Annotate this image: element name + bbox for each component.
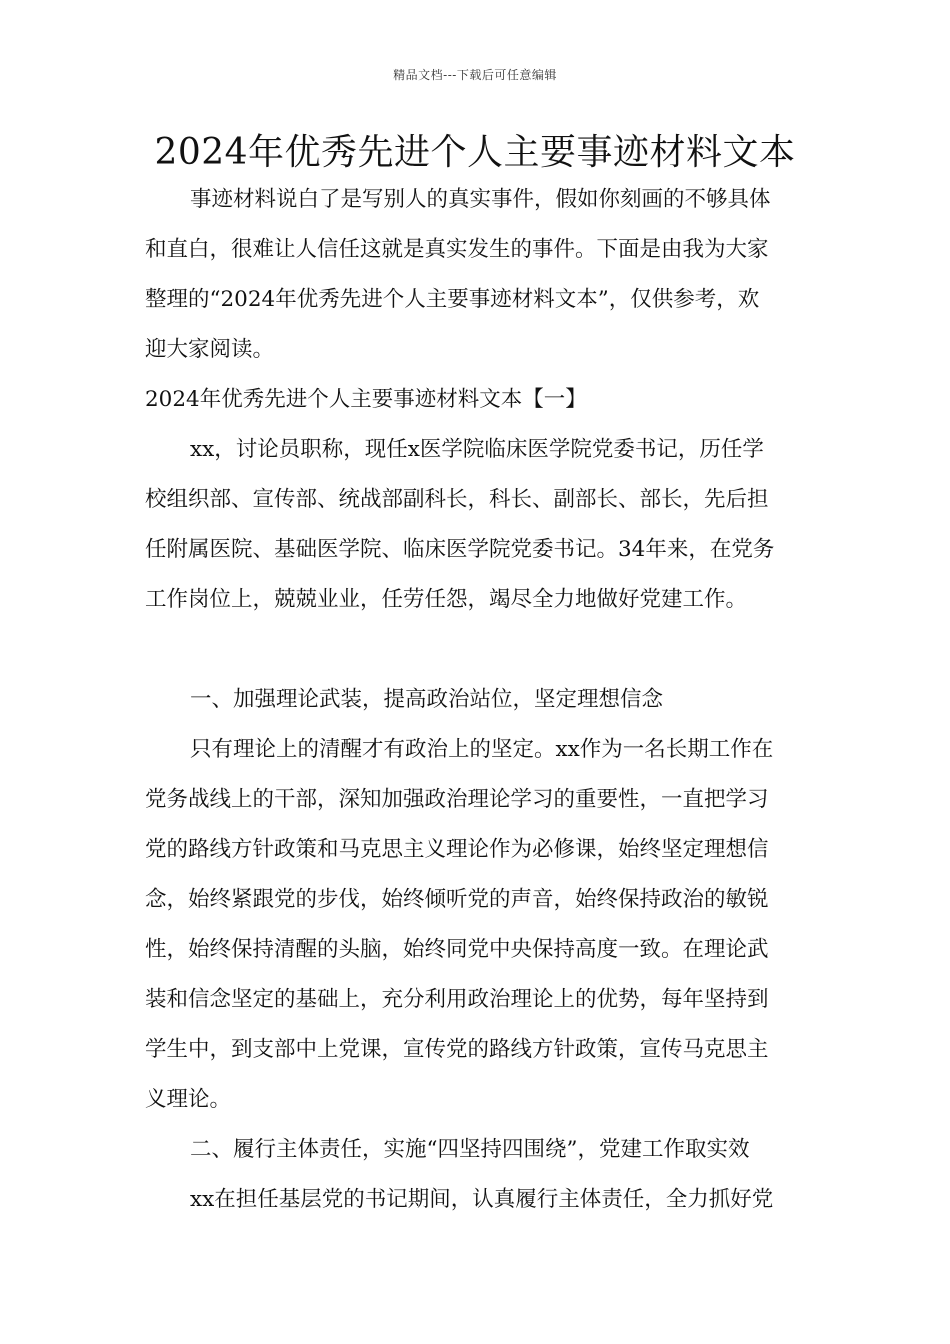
paragraph-line: 装和信念坚定的基础上，充分利用政治理论上的优势，每年坚持到 xyxy=(145,987,769,1012)
paragraph-line: xx，讨论员职称，现任x医学院临床医学院党委书记，历任学 xyxy=(190,437,764,462)
paragraph-line: 学生中，到支部中上党课，宣传党的路线方针政策，宣传马克思主 xyxy=(145,1037,769,1062)
paragraph-line: 任附属医院、基础医学院、临床医学院党委书记。34年来，在党务 xyxy=(145,537,775,562)
paragraph-line: 党务战线上的干部，深知加强政治理论学习的重要性，一直把学习 xyxy=(145,787,769,812)
document-title: 2024年优秀先进个人主要事迹材料文本 xyxy=(154,132,796,173)
intro-line: 事迹材料说白了是写别人的真实事件，假如你刻画的不够具体 xyxy=(190,187,771,212)
subheading: 二、履行主体责任，实施“四坚持四围绕”，党建工作取实效 xyxy=(190,1137,750,1162)
intro-line: 迎大家阅读。 xyxy=(145,337,275,362)
section-heading: 2024年优秀先进个人主要事迹材料文本【一】 xyxy=(145,387,587,412)
subheading: 一、加强理论武装，提高政治站位，坚定理想信念 xyxy=(190,687,664,712)
blank-line xyxy=(145,625,807,675)
paragraph-line: 义理论。 xyxy=(145,1087,232,1112)
paragraph-line: 只有理论上的清醒才有政治上的坚定。xx作为一名长期工作在 xyxy=(190,737,774,762)
header-note: 精品文档---下载后可任意编辑 xyxy=(393,68,557,82)
paragraph-line: 性，始终保持清醒的头脑，始终同党中央保持高度一致。在理论武 xyxy=(145,937,769,962)
intro-line: 和直白，很难让人信任这就是真实发生的事件。下面是由我为大家 xyxy=(145,237,769,262)
intro-line: 整理的“2024年优秀先进个人主要事迹材料文本”，仅供参考，欢 xyxy=(145,287,760,312)
document-body xyxy=(145,175,807,1225)
paragraph-line: 念，始终紧跟党的步伐，始终倾听党的声音，始终保持政治的敏锐 xyxy=(145,887,769,912)
paragraph-line: xx在担任基层党的书记期间，认真履行主体责任，全力抓好党 xyxy=(190,1187,774,1212)
paragraph-line: 工作岗位上，兢兢业业，任劳任怨，竭尽全力地做好党建工作。 xyxy=(145,587,748,612)
paragraph-line: 党的路线方针政策和马克思主义理论作为必修课，始终坚定理想信 xyxy=(145,837,769,862)
paragraph-line: 校组织部、宣传部、统战部副科长，科长、副部长、部长，先后担 xyxy=(145,487,769,512)
